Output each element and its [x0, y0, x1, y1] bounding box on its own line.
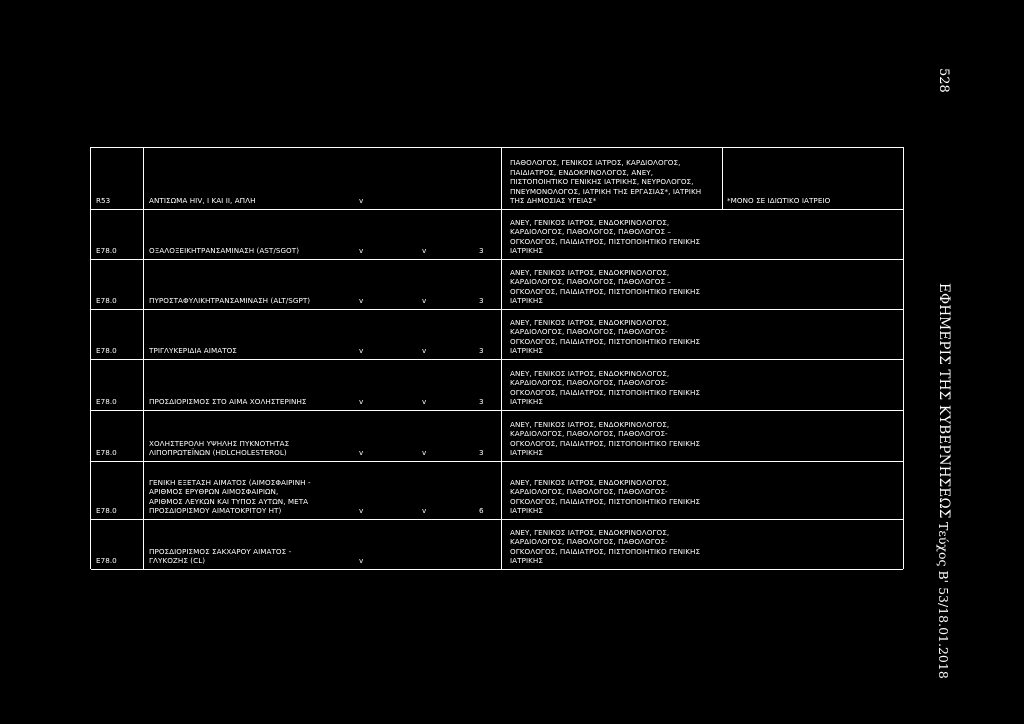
specialties-cell	[510, 268, 700, 306]
number-cell: 3	[479, 397, 484, 407]
specialty-line: ΚΑΡΔΙΟΛΟΓΟΣ, ΠΑΘΟΛΟΓΟΣ, ΠΑΘΟΛΟΓΟΣ-	[510, 378, 668, 388]
specialty-line: ΚΑΡΔΙΟΛΟΓΟΣ, ΠΑΘΟΛΟΓΟΣ, ΠΑΘΟΛΟΓΟΣ –	[510, 227, 672, 237]
specialty-line: ΑΝΕΥ, ΓΕΝΙΚΟΣ ΙΑΤΡΟΣ, ΕΝΔΟΚΡΙΝΟΛΟΓΟΣ,	[510, 217, 670, 227]
table-row	[91, 210, 903, 260]
mark-cell: v	[422, 246, 427, 256]
specialty-line: ΚΑΡΔΙΟΛΟΓΟΣ, ΠΑΘΟΛΟΓΟΣ, ΠΑΘΟΛΟΓΟΣ-	[510, 537, 668, 547]
exam-cell	[149, 439, 289, 458]
specialty-line: ΙΑΤΡΙΚΗΣ	[510, 397, 543, 407]
specialty-line: ΙΑΤΡΙΚΗΣ	[510, 448, 543, 458]
mark-cell: v	[359, 346, 364, 356]
specialties-cell	[510, 318, 700, 356]
specialty-line: ΟΓΚΟΛΟΓΟΣ, ΠΑΙΔΙΑΤΡΟΣ, ΠΙΣΤΟΠΟΙΗΤΙΚΟ ΓΕΝΙΚΗΣ	[510, 496, 701, 506]
exam-line: ΑΡΙΘΜΟΣ ΕΡΥΘΡΩΝ ΑΙΜΟΣΦΑΙΡΙΩΝ,	[149, 487, 279, 497]
code-cell: R53	[96, 196, 111, 206]
specialties-cell	[510, 420, 700, 458]
exam-line: ΑΡΙΘΜΟΣ ΛΕΥΚΩΝ ΚΑΙ ΤΥΠΟΣ ΑΥΤΩΝ, ΜΕΤΑ	[149, 496, 309, 506]
specialty-line: ΟΓΚΟΛΟΓΟΣ, ΠΑΙΔΙΑΤΡΟΣ, ΠΙΣΤΟΠΟΙΗΤΙΚΟ ΓΕΝΙΚΗΣ	[510, 546, 701, 556]
exam-line: ΤΡΙΓΛΥΚΕΡΙΔΙΑ ΑΙΜΑΤΟΣ	[149, 346, 237, 356]
specialty-line: ΟΓΚΟΛΟΓΟΣ, ΠΑΙΔΙΑΤΡΟΣ, ΠΙΣΤΟΠΟΙΗΤΙΚΟ ΓΕΝΙΚΗΣ	[510, 286, 701, 296]
code-cell: E78.0	[96, 296, 117, 306]
specialty-line: ΙΑΤΡΙΚΗΣ	[510, 246, 543, 256]
specialty-line: ΚΑΡΔΙΟΛΟΓΟΣ, ΠΑΘΟΛΟΓΟΣ, ΠΑΘΟΛΟΓΟΣ –	[510, 277, 672, 287]
exam-cell	[149, 296, 310, 306]
exam-line: ΛΙΠΟΠΡΩΤΕΪΝΩΝ (HDLCHOLESTEROL)	[149, 448, 287, 458]
note-cell: *ΜΟΝΟ ΣΕ ΙΔΙΩΤΙΚΟ ΙΑΤΡΕΙΟ	[727, 196, 831, 206]
code-cell: E78.0	[96, 346, 117, 356]
mark-cell: v	[422, 296, 427, 306]
number-cell: 3	[479, 296, 484, 306]
exam-cell	[149, 478, 311, 516]
code-cell: E78.0	[96, 246, 117, 256]
specialty-line: ΟΓΚΟΛΟΓΟΣ, ΠΑΙΔΙΑΤΡΟΣ, ΠΙΣΤΟΠΟΙΗΤΙΚΟ ΓΕΝΙΚΗΣ	[510, 236, 701, 246]
code-cell: E78.0	[96, 397, 117, 407]
table-row	[91, 411, 903, 462]
specialty-line: ΑΝΕΥ, ΓΕΝΙΚΟΣ ΙΑΤΡΟΣ, ΕΝΔΟΚΡΙΝΟΛΟΓΟΣ,	[510, 419, 670, 429]
code-cell: E78.0	[96, 448, 117, 458]
exam-line: ΠΡΟΣΔΙΟΡΙΣΜΟΣ ΣΑΚΧΑΡΟΥ ΑΙΜΑΤΟΣ -	[149, 546, 292, 556]
specialties-cell	[510, 218, 700, 256]
specialty-line: ΑΝΕΥ, ΓΕΝΙΚΟΣ ΙΑΤΡΟΣ, ΕΝΔΟΚΡΙΝΟΛΟΓΟΣ,	[510, 527, 670, 537]
mark-cell: v	[422, 346, 427, 356]
specialties-cell	[510, 158, 701, 206]
exam-line: ΓΛΥΚΟΖΗΣ (CL)	[149, 556, 206, 566]
mark-cell: v	[359, 506, 364, 516]
number-cell: 3	[479, 346, 484, 356]
table-row	[91, 310, 903, 360]
specialty-line: ΚΑΡΔΙΟΛΟΓΟΣ, ΠΑΘΟΛΟΓΟΣ, ΠΑΘΟΛΟΓΟΣ-	[510, 487, 668, 497]
specialty-line: ΠΝΕΥΜΟΝΟΛΟΓΟΣ, ΙΑΤΡΙΚΗ ΤΗΣ ΕΡΓΑΣΙΑΣ*, ΙΑΤΡΙΚΗ	[510, 186, 702, 196]
specialty-line: ΙΑΤΡΙΚΗΣ	[510, 346, 543, 356]
exam-line: ΟΞΑΛΟΞΕΙΚΗΤΡΑΝΣΑΜΙΝΑΣΗ (AST/SGOT)	[149, 246, 300, 256]
specialty-line: ΚΑΡΔΙΟΛΟΓΟΣ, ΠΑΘΟΛΟΓΟΣ, ΠΑΘΟΛΟΓΟΣ-	[510, 429, 668, 439]
exam-line: ΓΕΝΙΚΗ ΕΞΕΤΑΣΗ ΑΙΜΑΤΟΣ (ΑΙΜΟΣΦΑΙΡΙΝΗ -	[149, 477, 311, 487]
exam-cell	[149, 397, 307, 407]
mark-cell: v	[359, 448, 364, 458]
exam-table	[90, 147, 904, 569]
exam-line: ΠΡΟΣΔΙΟΡΙΣΜΟΣ ΣΤΟ ΑΙΜΑ ΧΟΛΗΣΤΕΡΙΝΗΣ	[149, 397, 307, 407]
mark-cell: v	[359, 296, 364, 306]
mark-cell: v	[359, 246, 364, 256]
exam-cell	[149, 246, 299, 256]
mark-cell: v	[422, 448, 427, 458]
exam-line: ΠΥΡΟΣΤΑΦΥΛΙΚΗΤΡΑΝΣΑΜΙΝΑΣΗ (ALT/SGPT)	[149, 296, 311, 306]
specialty-line: ΟΓΚΟΛΟΓΟΣ, ΠΑΙΔΙΑΤΡΟΣ, ΠΙΣΤΟΠΟΙΗΤΙΚΟ ΓΕΝΙΚΗΣ	[510, 438, 701, 448]
number-cell: 3	[479, 448, 484, 458]
specialties-cell	[510, 369, 700, 407]
mark-cell: v	[359, 556, 364, 566]
specialty-line: ΙΑΤΡΙΚΗΣ	[510, 556, 543, 566]
specialties-cell	[510, 528, 700, 566]
mark-cell: v	[359, 397, 364, 407]
exam-cell	[149, 346, 237, 356]
number-cell: 3	[479, 246, 484, 256]
specialty-line: ΑΝΕΥ, ΓΕΝΙΚΟΣ ΙΑΤΡΟΣ, ΕΝΔΟΚΡΙΝΟΛΟΓΟΣ,	[510, 317, 670, 327]
mark-cell: v	[422, 506, 427, 516]
mark-cell: v	[359, 196, 364, 206]
exam-line: ΑΝΤΙΣΩΜΑ HIV, I ΚΑΙ II, ΑΠΛΗ	[149, 196, 256, 206]
exam-line: ΠΡΟΣΔΙΟΡΙΣΜΟΥ ΑΙΜΑΤΟΚΡΙΤΟΥ ΗΤ)	[149, 506, 282, 516]
specialty-line: ΑΝΕΥ, ΓΕΝΙΚΟΣ ΙΑΤΡΟΣ, ΕΝΔΟΚΡΙΝΟΛΟΓΟΣ,	[510, 368, 670, 378]
mark-cell: v	[422, 397, 427, 407]
table-row	[91, 260, 903, 310]
specialty-line: ΙΑΤΡΙΚΗΣ	[510, 296, 543, 306]
exam-cell	[149, 196, 256, 206]
table-row	[91, 520, 903, 570]
specialty-line: ΑΝΕΥ, ΓΕΝΙΚΟΣ ΙΑΤΡΟΣ, ΕΝΔΟΚΡΙΝΟΛΟΓΟΣ,	[510, 267, 670, 277]
exam-line: ΧΟΛΗΣΤΕΡΟΛΗ ΥΨΗΛΗΣ ΠΥΚΝΟΤΗΤΑΣ	[149, 438, 290, 448]
specialties-cell	[510, 478, 700, 516]
specialty-line: ΚΑΡΔΙΟΛΟΓΟΣ, ΠΑΘΟΛΟΓΟΣ, ΠΑΘΟΛΟΓΟΣ-	[510, 327, 668, 337]
specialty-line: ΑΝΕΥ, ΓΕΝΙΚΟΣ ΙΑΤΡΟΣ, ΕΝΔΟΚΡΙΝΟΛΟΓΟΣ,	[510, 477, 670, 487]
specialty-line: ΠΑΘΟΛΟΓΟΣ, ΓΕΝΙΚΟΣ ΙΑΤΡΟΣ, ΚΑΡΔΙΟΛΟΓΟΣ,	[510, 158, 681, 168]
specialty-line: ΟΓΚΟΛΟΓΟΣ, ΠΑΙΔΙΑΤΡΟΣ, ΠΙΣΤΟΠΟΙΗΤΙΚΟ ΓΕΝΙΚΗΣ	[510, 336, 701, 346]
table-row	[91, 148, 903, 210]
table-row	[91, 462, 903, 520]
code-cell: E78.0	[96, 506, 117, 516]
issue-label: Τεύχος Β' 53/18.01.2018	[936, 522, 951, 679]
journal-title: ΕΦΗΜΕΡΙΣ ΤΗΣ ΚΥΒΕΡΝΗΣΕΩΣ	[936, 283, 952, 519]
specialty-line: ΟΓΚΟΛΟΓΟΣ, ΠΑΙΔΙΑΤΡΟΣ, ΠΙΣΤΟΠΟΙΗΤΙΚΟ ΓΕΝΙΚΗΣ	[510, 387, 701, 397]
specialty-line: ΙΑΤΡΙΚΗΣ	[510, 506, 543, 516]
specialty-line: ΠΑΙΔΙΑΤΡΟΣ, ΕΝΔΟΚΡΙΝΟΛΟΓΟΣ, ΑΝΕΥ,	[510, 167, 654, 177]
page-number: 528	[936, 68, 951, 93]
specialty-line: ΠΙΣΤΟΠΟΙΗΤΙΚΟ ΓΕΝΙΚΗΣ ΙΑΤΡΙΚΗΣ, ΝΕΥΡΟΛΟΓΟΣ,	[510, 177, 694, 187]
code-cell: E78.0	[96, 556, 117, 566]
exam-cell	[149, 547, 291, 566]
table-row	[91, 360, 903, 411]
number-cell: 6	[479, 506, 484, 516]
specialty-line: ΤΗΣ ΔΗΜΟΣΙΑΣ ΥΓΕΙΑΣ*	[510, 196, 597, 206]
